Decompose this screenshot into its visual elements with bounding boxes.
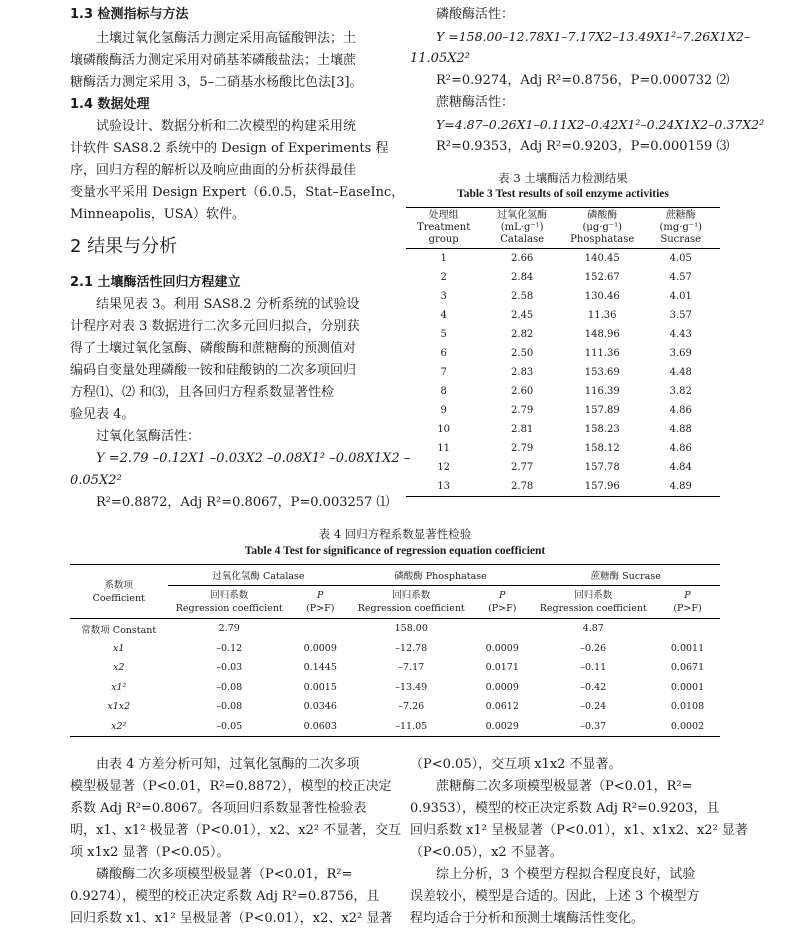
paragraph-line: 误差较小，模型是合适的。因此，上述 3 个模型方: [410, 889, 700, 904]
table-cell: 4: [440, 310, 447, 321]
header-line: P: [499, 590, 506, 601]
table-cell: 2.78: [481, 477, 563, 497]
phosphatase-label: 磷酸酶活性：: [436, 7, 515, 22]
table-cell: 1: [440, 253, 447, 264]
table-cell: –0.03: [216, 662, 243, 674]
table-cell: [473, 619, 532, 639]
table-row: [406, 287, 720, 306]
table-cell: 0.0612: [485, 701, 519, 713]
table-cell: 4.48: [669, 367, 692, 378]
header-line: Regression coefficient: [175, 603, 283, 614]
table-cell: –0.05: [168, 717, 292, 737]
table-cell: 0.0009: [303, 642, 337, 654]
table-cell: 0.0009: [485, 642, 519, 654]
table-4: [70, 564, 720, 737]
header-line: 回归系数: [210, 590, 249, 601]
paragraph-line: 编码自变量处理磷酸一铵和硅酸钠的二次多项回归: [70, 363, 357, 378]
table-row: [406, 306, 720, 325]
paragraph-line: 0.9274），模型的校正决定系数 Adj R²=0.8756，且: [70, 889, 380, 904]
paragraph-line: 回归系数 x1、x1² 呈极显著（P<0.01），x2、x2² 显著: [70, 911, 393, 926]
paragraph-line: 蔗糖酶二次多项模型极显著（P<0.01，R²=: [436, 779, 693, 794]
table-cell: 111.36: [584, 348, 620, 359]
section-2-title: 2 结果与分析: [70, 236, 178, 257]
table-cell: [655, 619, 720, 639]
table-cell: 2.79: [511, 405, 534, 416]
table-4-header-coefficient: [70, 565, 168, 619]
paragraph-line: 糖酶活力测定采用 3，5–二硝基水杨酸比色法[3]。: [70, 75, 363, 90]
table-cell: 3.57: [669, 310, 692, 321]
table-row: [406, 363, 720, 382]
table-cell: 0.0015: [303, 681, 337, 693]
header-line: (mL·g⁻¹): [500, 222, 544, 233]
table-cell: –0.11: [580, 662, 607, 674]
paragraph-line: 得了土壤过氧化氢酶、磷酸酶和蔗糖酶的预测值对: [70, 341, 357, 356]
table-row: [70, 619, 720, 639]
table-row: [406, 458, 720, 477]
header-line: (mg·g⁻¹): [659, 222, 703, 233]
header-line: 回归系数: [392, 590, 431, 601]
paragraph-line: 程均适合于分析和预测土壤酶活性变化。: [410, 911, 645, 926]
header-line: 蔗糖酶: [665, 210, 696, 221]
header-line: 过氧化氢酶: [497, 210, 548, 221]
paragraph-line: 0.9353），模型的校正决定系数 Adj R²=0.9203，且: [410, 801, 720, 816]
table-cell: 2: [440, 272, 447, 283]
table-row: [406, 344, 720, 363]
paragraph-line: 壤磷酸酶活力测定采用对硝基苯磷酸盐法；土壤蔗: [70, 53, 357, 68]
table-4-group-sucrase: 蔗糖酶 Sucrase: [532, 565, 721, 586]
header-line: Sucrase: [660, 234, 702, 245]
table-cell: 0.0603: [291, 717, 350, 737]
table-cell: –7.17: [398, 662, 425, 674]
table-cell: x2²: [70, 717, 168, 737]
header-line: 系数项: [104, 579, 133, 591]
table-3-header: [481, 208, 563, 249]
paragraph-line: 结果见表 3。利用 SAS8.2 分析系统的试验设: [96, 297, 360, 312]
paragraph-line: （P<0.05），x2 不显著。: [410, 845, 563, 860]
table-cell: –13.49: [395, 681, 428, 693]
paragraph-line: 磷酸酶二次多项模型极显著（P<0.01，R²=: [96, 867, 353, 882]
table-cell: 常数项 Constant: [81, 624, 157, 636]
table-cell: 8: [440, 386, 447, 397]
table-cell: 9: [440, 405, 447, 416]
table-cell: –12.78: [395, 642, 428, 654]
table-row: [70, 717, 720, 737]
equation-3-line-1: Y=4.87–0.26X1–0.11X2–0.42X1²–0.24X1X2–0.37X2²: [436, 117, 765, 132]
table-cell: 2.83: [511, 367, 534, 378]
header-line: Coefficient: [92, 592, 145, 604]
table-3-caption-en: Table 3 Test results of soil enzyme activities: [457, 188, 669, 200]
header-line: P: [684, 590, 691, 601]
section-1-4-title: 1.4 数据处理: [70, 97, 150, 112]
sucrase-label: 蔗糖酶活性：: [436, 95, 515, 110]
table-4-group-catalase: 过氧化氢酶 Catalase: [168, 565, 350, 586]
section-2-1-title: 2.1 土壤酶活性回归方程建立: [70, 275, 241, 290]
table-3-header: [406, 208, 481, 249]
table-4-subheader: [168, 586, 292, 619]
equation-2-stats: R²=0.9274，Adj R²=0.8756，P=0.000732 ⑵: [436, 73, 730, 88]
header-line: Regression coefficient: [357, 603, 465, 614]
table-cell: 0.0108: [670, 701, 705, 713]
table-4-subheader: [532, 586, 656, 619]
table-row: [406, 249, 720, 269]
table-cell: 4.86: [669, 405, 692, 416]
table-3-body: [406, 249, 720, 497]
table-4-subheader: [350, 586, 474, 619]
header-line: Catalase: [500, 234, 545, 245]
paragraph-line: 综上分析，3 个模型方程拟合程度良好，试验: [436, 867, 696, 882]
equation-2-line-2: 11.05X2²: [410, 51, 470, 66]
table-cell: 4.88: [669, 424, 692, 435]
table-row: [70, 697, 720, 717]
table-cell: 116.39: [584, 386, 620, 397]
table-cell: 0.0171: [485, 662, 519, 674]
table-cell: 157.78: [584, 462, 620, 473]
table-cell: 2.45: [511, 310, 534, 321]
table-cell: 3.82: [669, 386, 692, 397]
paragraph-line: 土壤过氧化氢酶活力测定采用高锰酸钾法；土: [96, 31, 357, 46]
table-cell: 13: [406, 477, 481, 497]
header-line: (μg·g⁻¹): [582, 222, 623, 233]
paragraph-line: 序，回归方程的解析以及响应曲面的分析获得最佳: [70, 163, 357, 178]
paragraph-line: 模型极显著（P<0.01，R²=0.8872），模型的校正决定: [70, 779, 392, 794]
table-4-subheader: [291, 586, 350, 619]
header-line: Phosphatase: [570, 234, 635, 245]
table-cell: 11.36: [587, 310, 617, 321]
table-cell: 2.81: [511, 424, 534, 435]
section-1-3-title: 1.3 检测指标与方法: [70, 7, 189, 22]
table-row: [406, 325, 720, 344]
table-row: [406, 477, 720, 497]
table-cell: 3: [440, 291, 447, 302]
table-cell: 4.57: [669, 272, 692, 283]
catalase-label: 过氧化氢酶活性：: [96, 429, 201, 444]
table-cell: 0.1445: [303, 662, 337, 674]
table-cell: 2.58: [511, 291, 534, 302]
paragraph-line: 回归系数 x1² 呈极显著（P<0.01），x1、x1x2、x2² 显著: [410, 823, 748, 838]
table-cell: 4.86: [669, 443, 692, 454]
table-cell: 158.23: [584, 424, 620, 435]
table-cell: 2.60: [511, 386, 534, 397]
table-cell: –0.24: [580, 701, 607, 713]
equation-1-line-2: 0.05X2²: [70, 473, 122, 488]
table-cell: 4.05: [669, 253, 692, 264]
paragraph-line: 计程序对表 3 数据进行二次多元回归拟合，分别获: [70, 319, 360, 334]
table-4-group-phosphatase: 磷酸酶 Phosphatase: [350, 565, 532, 586]
table-row: [406, 401, 720, 420]
table-cell: 0.0009: [485, 681, 519, 693]
header-line: Treatment group: [417, 222, 471, 245]
table-cell: 4.43: [669, 329, 692, 340]
table-cell: –0.26: [580, 642, 607, 654]
paragraph-line: 方程⑴、⑵ 和⑶，且各回归方程系数显著性检: [70, 385, 335, 400]
equation-2-line-1: Y =158.00–12.78X1–7.17X2–13.49X1²–7.26X1X2–: [436, 29, 751, 44]
paragraph-line: 系数 Adj R²=0.8067。各项回归系数显著性检验表: [70, 801, 367, 816]
table-cell: 157.96: [563, 477, 642, 497]
table-cell: 2.79: [511, 443, 534, 454]
table-cell: 153.69: [584, 367, 620, 378]
table-cell: 152.67: [584, 272, 620, 283]
table-4-caption-cn: 表 4 回归方程系数显著性检验: [318, 527, 472, 541]
header-line: (P>F): [488, 603, 517, 614]
table-4-caption-en: Table 4 Test for significance of regression equation coefficient: [244, 545, 546, 557]
header-line: (P>F): [673, 603, 702, 614]
table-4-subheader: [473, 586, 532, 619]
paragraph-line: （P<0.05），交互项 x1x2 不显著。: [410, 757, 622, 772]
table-cell: –0.42: [580, 681, 607, 693]
table-cell: 130.46: [584, 291, 620, 302]
paragraph-line: 计软件 SAS8.2 系统中的 Design of Experiments 程: [70, 141, 389, 156]
table-cell: 2.77: [511, 462, 534, 473]
table-cell: 2.84: [511, 272, 534, 283]
table-3: [406, 207, 720, 497]
table-cell: 0.0029: [473, 717, 532, 737]
header-line: 回归系数: [574, 590, 613, 601]
table-cell: 157.89: [584, 405, 620, 416]
table-cell: 4.89: [641, 477, 720, 497]
equation-1-stats: R²=0.8872，Adj R²=0.8067，P=0.003257 ⑴: [96, 495, 390, 510]
table-cell: 6: [440, 348, 447, 359]
table-row: [406, 382, 720, 401]
table-cell: 158.00: [394, 623, 428, 635]
header-line: 处理组: [428, 210, 459, 221]
table-cell: 0.0002: [655, 717, 720, 737]
equation-1-line-1: Y =2.79 –0.12X1 –0.03X2 –0.08X1² –0.08X1X2 –: [96, 451, 411, 466]
table-cell: 11: [437, 443, 451, 454]
table-cell: 140.45: [584, 253, 620, 264]
table-cell: –0.37: [532, 717, 656, 737]
table-4-body: [70, 619, 720, 737]
table-cell: –11.05: [350, 717, 474, 737]
table-cell: 2.79: [218, 623, 240, 635]
table-cell: –0.08: [216, 681, 243, 693]
table-cell: 158.12: [584, 443, 620, 454]
table-cell: x2: [113, 662, 125, 674]
table-cell: 4.87: [582, 623, 604, 635]
table-cell: x1x2: [107, 701, 131, 713]
table-row: [70, 639, 720, 659]
table-cell: 4.01: [669, 291, 692, 302]
table-3-header: [563, 208, 642, 249]
table-row: [70, 678, 720, 698]
table-cell: 4.84: [669, 462, 692, 473]
table-cell: 12: [437, 462, 451, 473]
table-cell: 3.69: [669, 348, 692, 359]
header-line: Regression coefficient: [539, 603, 647, 614]
table-cell: 0.0011: [670, 642, 705, 654]
table-cell: 148.96: [584, 329, 620, 340]
paragraph-line: 由表 4 方差分析可知，过氧化氢酶的二次多项: [96, 757, 360, 772]
table-cell: 5: [440, 329, 447, 340]
table-row: [406, 420, 720, 439]
paragraph-line: 验见表 4。: [70, 407, 135, 422]
table-cell: 2.82: [511, 329, 534, 340]
table-cell: x1²: [111, 681, 127, 693]
table-cell: 0.0001: [670, 681, 705, 693]
paragraph-line: 项 x1x2 显著（P<0.05）。: [70, 845, 230, 860]
paragraph-line: Minneapolis，USA）软件。: [70, 207, 246, 222]
table-cell: 2.50: [511, 348, 534, 359]
table-4-subheader: [655, 586, 720, 619]
paragraph-line: 明，x1、x1² 极显著（P<0.01），x2、x2² 不显著，交互: [70, 823, 402, 838]
table-cell: 0.0346: [303, 701, 337, 713]
table-cell: 10: [437, 424, 451, 435]
header-line: P: [317, 590, 324, 601]
table-3-caption-cn: 表 3 土壤酶活力检测结果: [498, 171, 628, 185]
table-cell: [291, 619, 350, 639]
table-cell: –0.12: [216, 642, 243, 654]
table-row: [406, 439, 720, 458]
header-line: (P>F): [306, 603, 335, 614]
table-cell: 2.66: [511, 253, 534, 264]
table-3-header: [641, 208, 720, 249]
paragraph-line: 变量水平采用 Design Expert（6.0.5，Stat–EaseInc，: [70, 185, 405, 200]
table-cell: 0.0671: [670, 662, 705, 674]
equation-3-stats: R²=0.9353，Adj R²=0.9203，P=0.000159 ⑶: [436, 139, 730, 154]
table-cell: –0.08: [216, 701, 243, 713]
table-cell: 7: [440, 367, 447, 378]
table-cell: x1: [113, 642, 125, 654]
header-line: 磷酸酶: [587, 210, 618, 221]
paragraph-line: 试验设计、数据分析和二次模型的构建采用统: [96, 119, 357, 134]
table-row: [70, 658, 720, 678]
table-row: [406, 268, 720, 287]
table-cell: –7.26: [398, 701, 425, 713]
